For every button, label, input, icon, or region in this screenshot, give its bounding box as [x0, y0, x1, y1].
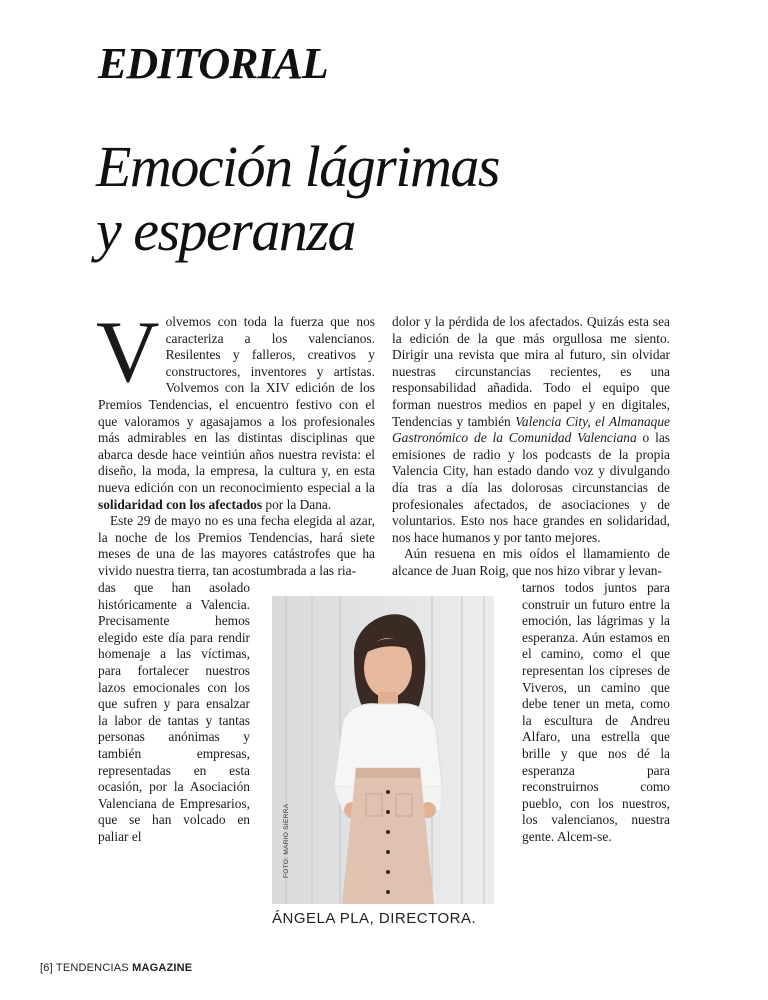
body-column-left [96, 304, 375, 580]
paragraph-1-bold: solidaridad con los afectados [98, 496, 263, 512]
page-number: [6] [40, 962, 53, 974]
body-column-left-narrow [98, 580, 250, 846]
caption-role: , DIRECTORA. [369, 910, 477, 927]
headline-line-2: y esperanza [96, 198, 355, 263]
portrait-photo [272, 596, 494, 904]
drop-cap: V [96, 304, 160, 401]
body-column-right [392, 314, 670, 580]
headline-line-1: Emoción lágrimas [96, 134, 499, 199]
paragraph-3-end: o las emisiones de radio y los podcasts de la propia Valencia City, han estado dando voz y divulgando día tras a día las dolorosas circunstancias de profesionales afectados, de asociaciones y de voluntarios. Esto nos hace grandes en solidaridad, nos hace humanos y por tanto mejores. [392, 430, 670, 545]
paragraph-4: Aún resuena en mis oídos el llamamiento de alcance de Juan Roig, que nos hizo vibrar y levan- [392, 546, 670, 578]
photo-caption [272, 910, 476, 927]
paragraph-1-text: olvemos con toda la fuerza que nos caracteriza a los valencianos. Resilentes y falleros, creativos y constructores, inventores y artistas. Volvemos con la XIV edición de los Premios Tendencias, el encuentro festivo con el que valoramos y agasajamos a los profesionales más admirables en las distintas disciplinas que abarca desde hace veintiún años nuestra revista: el diseño, la moda, la empresa, la cultura y, en esta nueva edición con un reconocimiento especial a la [98, 314, 375, 495]
paragraph-1-end: por la Dana. [262, 496, 332, 512]
footer-brand-bold: MAGAZINE [132, 962, 193, 974]
caption-name: ÁNGELA PLA [272, 910, 370, 927]
paragraph-2: Este 29 de mayo no es una fecha elegida al azar, la noche de los Premios Tendencias, hará siete meses de una de las mayores catástrofes que ha vivido nuestra tierra, tan acostumbrada a las ria- [98, 513, 375, 578]
section-label: EDITORIAL [98, 39, 328, 88]
page-footer [40, 962, 192, 974]
paragraph-3-text: dolor y la pérdida de los afectados. Quizás esta sea la edición de la que más orgullosa me siento. Dirigir una revista que mira al futuro, sin olvidar nuestras circunstancias recientes, es una responsabilidad añadida. Todo el equipo que forman nuestros medios en papel y en digitales, Tendencias y también [392, 314, 670, 429]
body-column-right-narrow [522, 580, 670, 846]
headline [96, 135, 656, 263]
paragraph-3-italic: Valencia City, el Almanaque Gastronómico de la Comunidad Valenciana [392, 413, 670, 446]
footer-brand: TENDENCIAS [55, 962, 129, 974]
portrait-illustration [272, 596, 494, 904]
paragraph-2-continued: das que han asolado históricamente a Valencia. Precisamente hemos elegido este día para rendir homenaje a las víctimas, para fortalecer nuestros lazos emocionales con los que sufren y para ensalzar la labor de tantas y tantas personas anónimas y también empresas, representadas en esta ocasión, por la Asociación Valenciana de Empresarios, que se han volcado en paliar el [98, 580, 250, 844]
paragraph-3 [392, 314, 670, 546]
photo-credit: FOTO: MARIO SIERRA [283, 803, 290, 878]
paragraph-4-continued: tarnos todos juntos para construir un futuro entre la emoción, las lágrimas y la esperanza. Aún estamos en el camino, como el que representan los cipreses de Viveros, un camino que debe tener un meta, como la escultura de Andreu Alfaro, una estrella que brille y que nos dé la esperanza para reconstruirnos como pueblo, con los nuestros, los valencianos, nuestra gente. Alcem-se. [522, 580, 670, 844]
paragraph-1 [96, 304, 375, 513]
